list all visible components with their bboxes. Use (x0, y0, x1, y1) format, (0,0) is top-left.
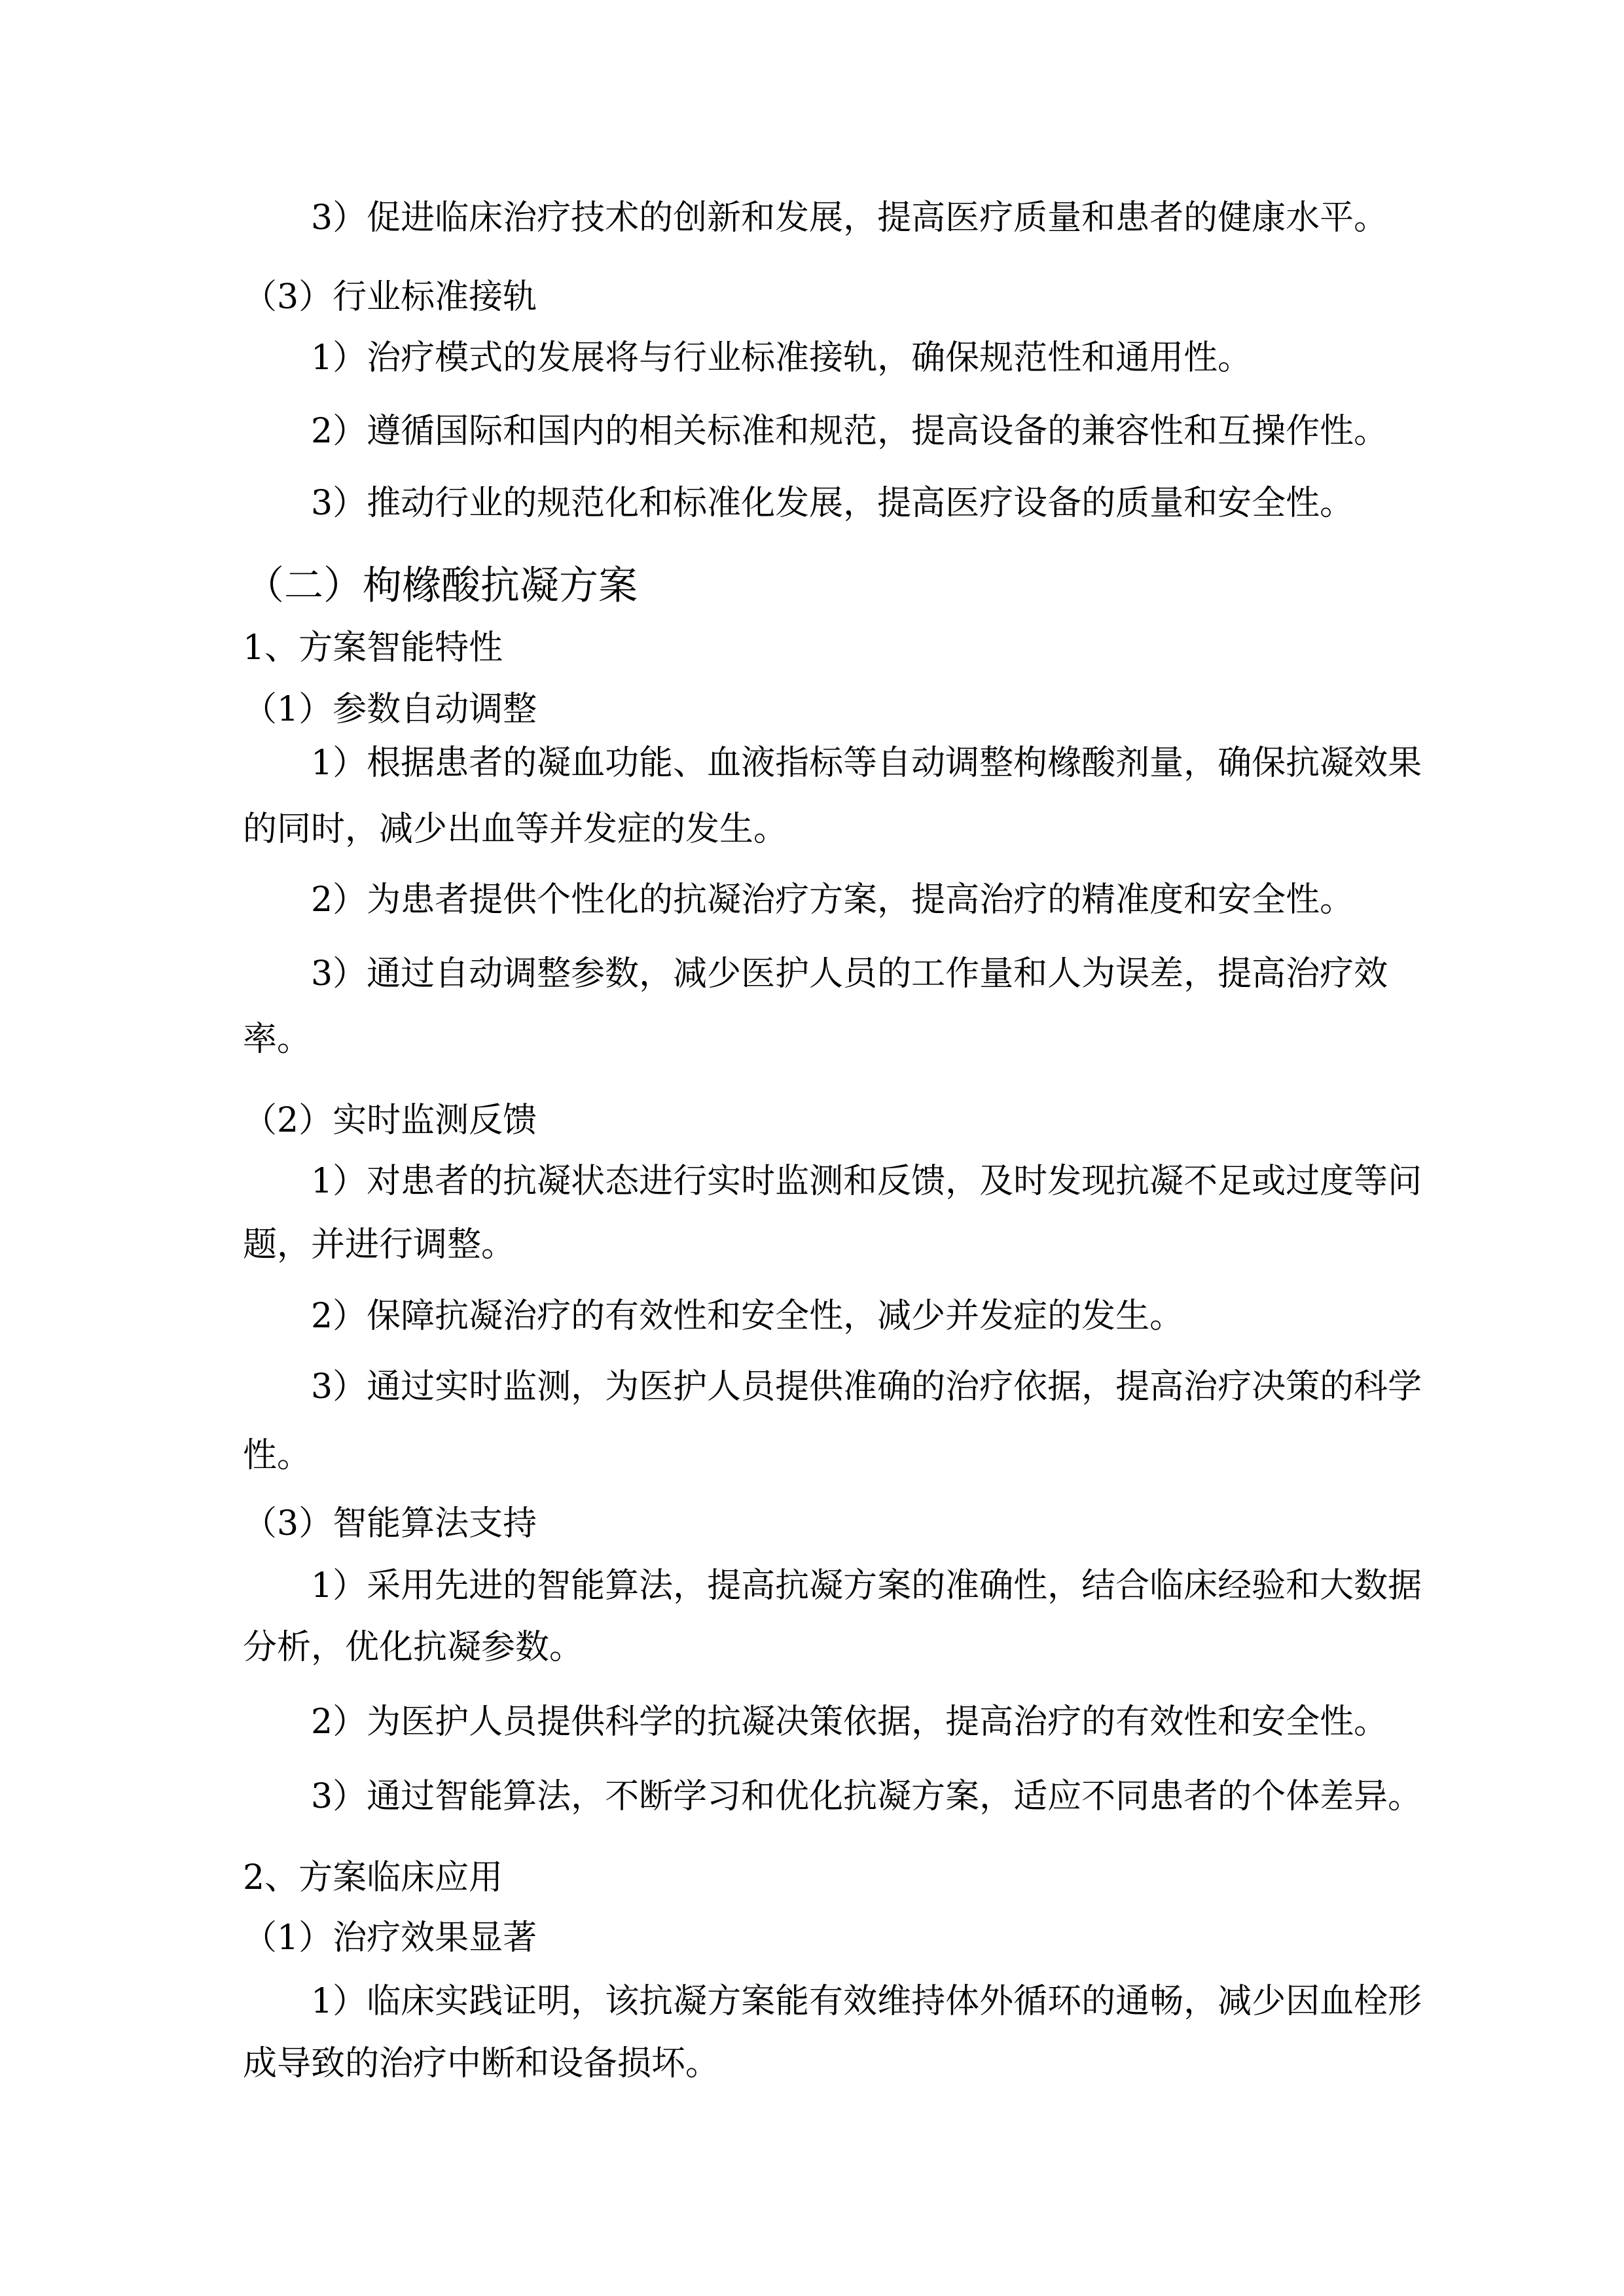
paragraph-line: 的同时，减少出血等并发症的发生。 (243, 810, 788, 849)
paragraph-line: 1）采用先进的智能算法，提高抗凝方案的准确性，结合临床经验和大数据 (311, 1566, 1422, 1605)
paragraph-line: 性。 (243, 1436, 312, 1475)
paragraph-line: 1）根据患者的凝血功能、血液指标等自动调整枸橼酸剂量，确保抗凝效果 (311, 744, 1422, 783)
paragraph-line: 3）促进临床治疗技术的创新和发展，提高医疗质量和患者的健康水平。 (311, 198, 1388, 238)
paragraph-line: 2）保障抗凝治疗的有效性和安全性，减少并发症的发生。 (311, 1297, 1184, 1336)
paragraph-line: 3）通过自动调整参数，减少医护人员的工作量和人为误差，提高治疗效 (311, 954, 1388, 994)
subsection-heading: （2）实时监测反馈 (243, 1101, 537, 1140)
subsection-heading: （3）智能算法支持 (243, 1504, 537, 1543)
section-heading: （二）枸橼酸抗凝方案 (245, 563, 638, 609)
subsection-heading: （3）行业标准接轨 (243, 278, 537, 317)
paragraph-line: 成导致的治疗中断和设备损坏。 (243, 2044, 720, 2083)
paragraph-line: 分析，优化抗凝参数。 (243, 1628, 584, 1667)
subsection-heading: （1）治疗效果显著 (243, 1918, 537, 1958)
paragraph-line: 2）遵循国际和国内的相关标准和规范，提高设备的兼容性和互操作性。 (311, 412, 1388, 451)
paragraph-line: 1）对患者的抗凝状态进行实时监测和反馈，及时发现抗凝不足或过度等问 (311, 1162, 1422, 1201)
paragraph-line: 3）通过实时监测，为医护人员提供准确的治疗依据，提高治疗决策的科学 (311, 1367, 1422, 1407)
paragraph-line: 2）为患者提供个性化的抗凝治疗方案，提高治疗的精准度和安全性。 (311, 880, 1354, 920)
paragraph-line: 3）推动行业的规范化和标准化发展，提高医疗设备的质量和安全性。 (311, 484, 1354, 523)
paragraph-line: 2）为医护人员提供科学的抗凝决策依据，提高治疗的有效性和安全性。 (311, 1702, 1388, 1742)
paragraph-line: 1）临床实践证明，该抗凝方案能有效维持体外循环的通畅，减少因血栓形 (311, 1982, 1422, 2021)
subsection-heading: （1）参数自动调整 (243, 690, 537, 729)
paragraph-line: 1）治疗模式的发展将与行业标准接轨，确保规范性和通用性。 (311, 338, 1252, 378)
paragraph-line: 3）通过智能算法，不断学习和优化抗凝方案，适应不同患者的个体差异。 (311, 1777, 1422, 1816)
paragraph-line: 率。 (243, 1020, 312, 1059)
paragraph-line: 题，并进行调整。 (243, 1225, 516, 1265)
section-subheading: 2、方案临床应用 (243, 1858, 503, 1897)
section-subheading: 1、方案智能特性 (243, 628, 503, 668)
